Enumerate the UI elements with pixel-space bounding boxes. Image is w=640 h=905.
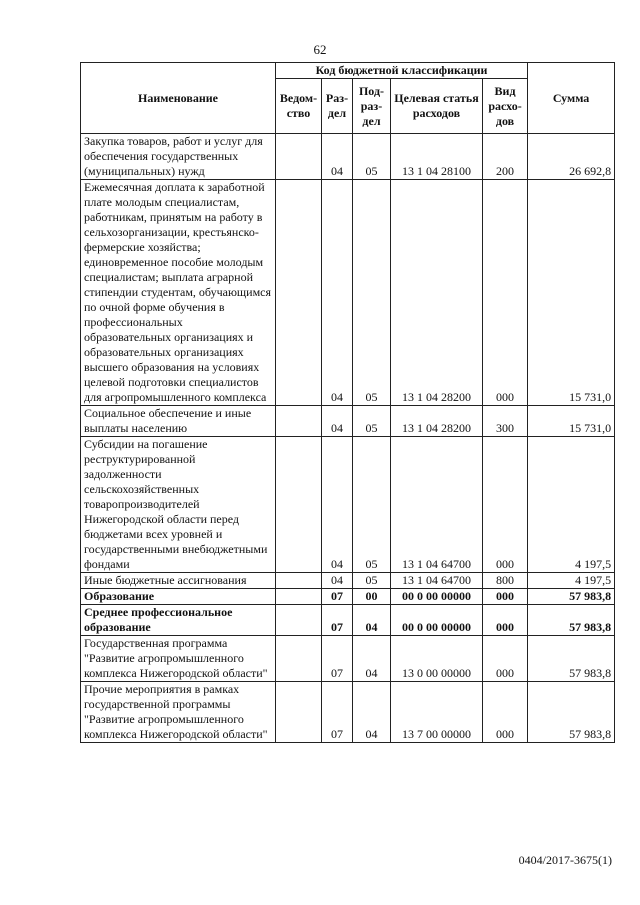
row-sum: 57 983,8	[528, 682, 615, 743]
row-subsection: 05	[353, 406, 391, 437]
table-row	[81, 406, 615, 437]
row-sum: 4 197,5	[528, 437, 615, 573]
row-section: 07	[322, 682, 353, 743]
row-type: 300	[483, 406, 528, 437]
row-subsection: 00	[353, 589, 391, 605]
row-target: 00 0 00 00000	[391, 589, 483, 605]
table-row	[81, 134, 615, 180]
row-subsection: 04	[353, 682, 391, 743]
row-section: 07	[322, 636, 353, 682]
row-name: Социальное обеспечение и иные выплаты населению	[81, 406, 276, 437]
row-name: Иные бюджетные ассигнования	[81, 573, 276, 589]
row-subsection: 05	[353, 134, 391, 180]
table-row	[81, 437, 615, 573]
row-dept	[276, 134, 322, 180]
row-section: 07	[322, 605, 353, 636]
budget-table	[80, 62, 615, 743]
row-type: 000	[483, 180, 528, 406]
row-target: 13 0 00 00000	[391, 636, 483, 682]
header-target: Целевая статья расходов	[391, 79, 483, 134]
row-section: 04	[322, 134, 353, 180]
row-target: 13 1 04 28200	[391, 180, 483, 406]
header-dept: Ведом-ство	[276, 79, 322, 134]
row-section: 04	[322, 437, 353, 573]
row-name: Ежемесячная доплата к заработной плате молодым специалистам, работникам, принятым на работу в сельхозорганизации, крестьянско-фермерские хозяйства; единовременное пособие молодым специалистам; выплата аграрной стипендии студентам, обучающимся по очной форме обучения в профессиональных образовательных организациях и образовательных организациях высшего образования на условиях целевой подготовки специалистов для агропромышленного комплекса	[81, 180, 276, 406]
row-section: 04	[322, 406, 353, 437]
row-name: Среднее профессиональное образование	[81, 605, 276, 636]
row-sum: 57 983,8	[528, 605, 615, 636]
row-sum: 57 983,8	[528, 636, 615, 682]
row-type: 000	[483, 682, 528, 743]
row-section: 04	[322, 180, 353, 406]
table-row	[81, 573, 615, 589]
row-dept	[276, 406, 322, 437]
row-name: Закупка товаров, работ и услуг для обеспечения государственных (муниципальных) нужд	[81, 134, 276, 180]
row-dept	[276, 636, 322, 682]
row-target: 13 1 04 64700	[391, 573, 483, 589]
row-name: Прочие мероприятия в рамках государственной программы "Развитие агропромышленного комплекса Нижегородской области"	[81, 682, 276, 743]
row-dept	[276, 573, 322, 589]
header-subsection: Под-раз-дел	[353, 79, 391, 134]
row-dept	[276, 682, 322, 743]
row-dept	[276, 589, 322, 605]
row-sum: 4 197,5	[528, 573, 615, 589]
row-section: 04	[322, 573, 353, 589]
table-row	[81, 180, 615, 406]
table-row	[81, 605, 615, 636]
row-sum: 15 731,0	[528, 180, 615, 406]
row-name: Образование	[81, 589, 276, 605]
header-type: Вид расхо-дов	[483, 79, 528, 134]
table-row	[81, 682, 615, 743]
row-target: 13 1 04 28100	[391, 134, 483, 180]
header-section: Раз-дел	[322, 79, 353, 134]
row-target: 13 1 04 28200	[391, 406, 483, 437]
row-section: 07	[322, 589, 353, 605]
document-code: 0404/2017-3675(1)	[518, 853, 612, 867]
row-sum: 15 731,0	[528, 406, 615, 437]
row-subsection: 04	[353, 636, 391, 682]
header-classification-group: Код бюджетной классификации	[276, 63, 528, 79]
row-type: 000	[483, 605, 528, 636]
row-type: 200	[483, 134, 528, 180]
page-number: 62	[313, 42, 327, 57]
row-subsection: 04	[353, 605, 391, 636]
row-sum: 57 983,8	[528, 589, 615, 605]
row-name: Государственная программа "Развитие агропромышленного комплекса Нижегородской области"	[81, 636, 276, 682]
row-dept	[276, 180, 322, 406]
table-row	[81, 636, 615, 682]
row-subsection: 05	[353, 180, 391, 406]
row-type: 000	[483, 437, 528, 573]
header-sum: Сумма	[528, 63, 615, 134]
row-subsection: 05	[353, 437, 391, 573]
row-type: 000	[483, 589, 528, 605]
row-sum: 26 692,8	[528, 134, 615, 180]
row-dept	[276, 437, 322, 573]
table-header	[81, 63, 615, 134]
table-body	[81, 134, 615, 743]
row-target: 13 7 00 00000	[391, 682, 483, 743]
row-type: 800	[483, 573, 528, 589]
row-target: 13 1 04 64700	[391, 437, 483, 573]
header-name: Наименование	[81, 63, 276, 134]
table-row	[81, 589, 615, 605]
row-subsection: 05	[353, 573, 391, 589]
row-dept	[276, 605, 322, 636]
row-name: Субсидии на погашение реструктурированной задолженности сельскохозяйственных товаропроизводителей Нижегородской области перед бюджетами всех уровней и государственными внебюджетными фондами	[81, 437, 276, 573]
row-type: 000	[483, 636, 528, 682]
row-target: 00 0 00 00000	[391, 605, 483, 636]
